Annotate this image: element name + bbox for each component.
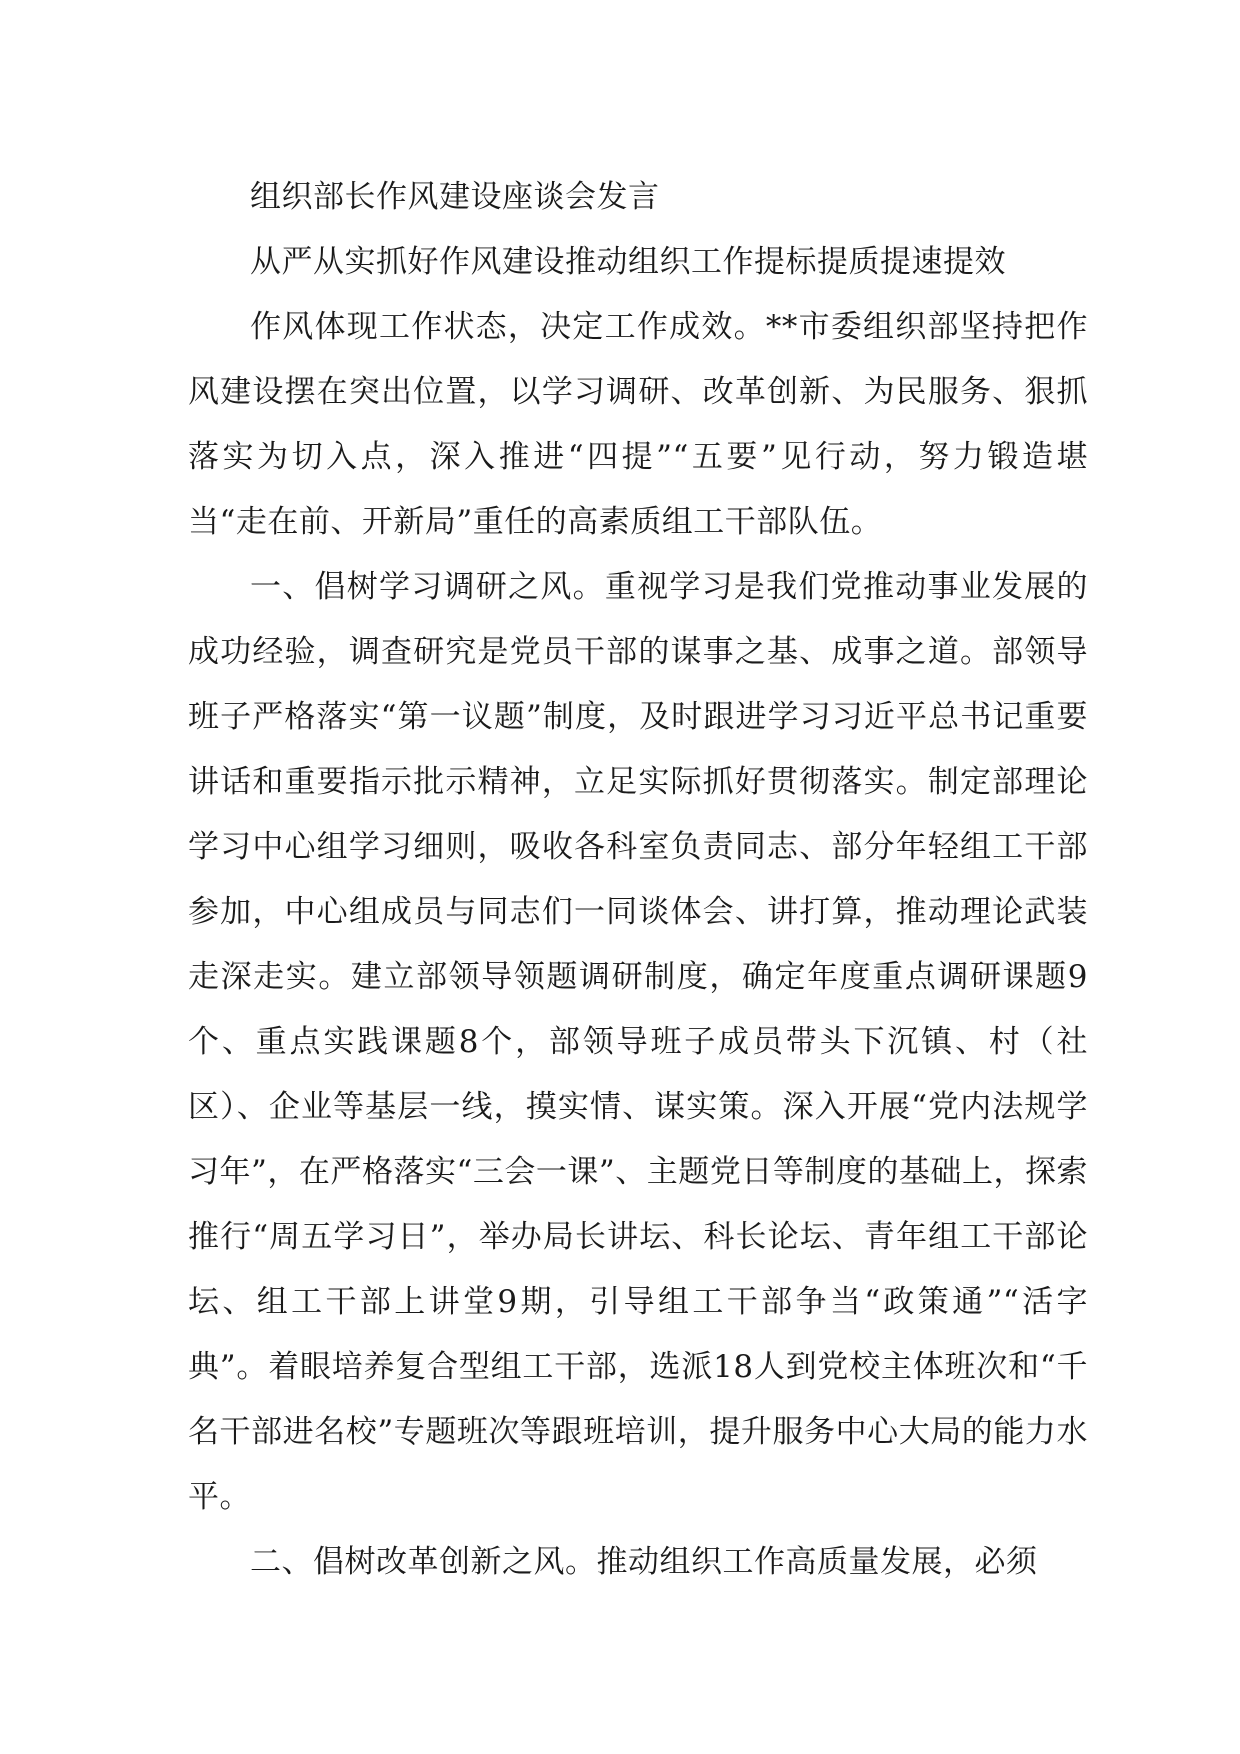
paragraph-section-1: 一、倡树学习调研之风。重视学习是我们党推动事业发展的成功经验，调查研究是党员干部的谋事之基、成事之道。部领导班子严格落实“第一议题”制度，及时跟进学习习近平总书记重要讲话和重要指示批示精神，立足实际抓好贯彻落实。制定部理论学习中心组学习细则，吸收各科室负责同志、部分年轻组工干部参加，中心组成员与同志们一同谈体会、讲打算，推动理论武装走深走实。建立部领导领题调研制度，确定年度重点调研课题9个、重点实践课题8个，部领导班子成员带头下沉镇、村（社区）、企业等基层一线，摸实情、谋实策。深入开展“党内法规学习年”，在严格落实“三会一课”、主题党日等制度的基础上，探索推行“周五学习日”，举办局长讲坛、科长论坛、青年组工干部论坛、组工干部上讲堂9期，引导组工干部争当“政策通”“活字典”。着眼培养复合型组工干部，选派18人到党校主体班次和“千名干部进名校”专题班次等跟班培训，提升服务中心大局的能力水平。 xyxy=(188,569,1088,1515)
document-title: 组织部长作风建设座谈会发言 xyxy=(250,179,660,215)
paragraph-intro: 作风体现工作状态，决定工作成效。**市委组织部坚持把作风建设摆在突出位置，以学习调研、改革创新、为民服务、狠抓落实为切入点，深入推进“四提”“五要”见行动，努力锻造堪当“走在前、开新局”重任的高素质组工干部队伍。 xyxy=(188,309,1088,540)
paragraph-section-2: 二、倡树改革创新之风。推动组织工作高质量发展，必须 xyxy=(250,1544,1038,1580)
document-body xyxy=(188,165,1088,1595)
document-subtitle: 从严从实抓好作风建设推动组织工作提标提质提速提效 xyxy=(250,244,1006,280)
